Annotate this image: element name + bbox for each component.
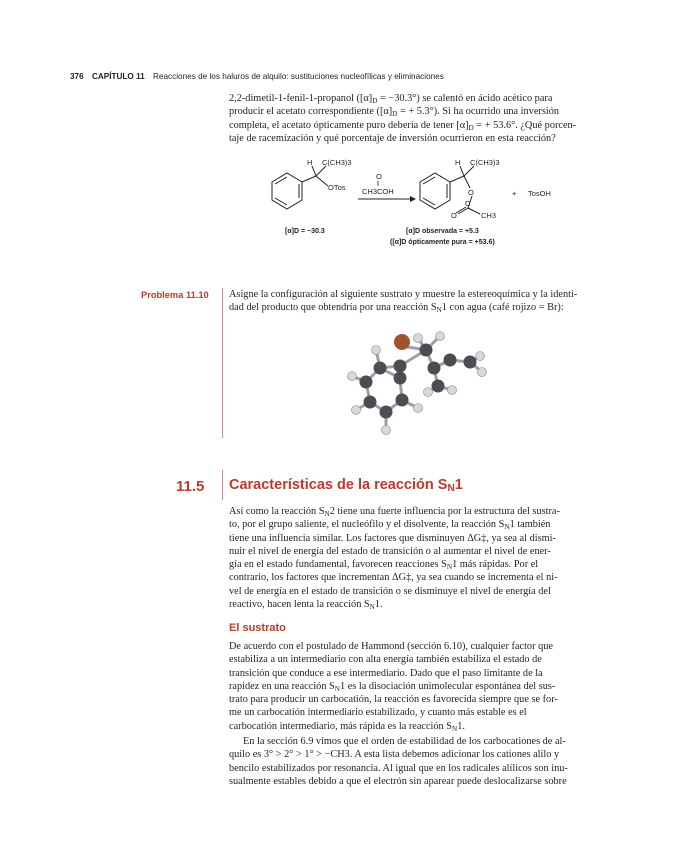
reaction-scheme [250, 152, 610, 252]
text-line: carbocatión intermediario, más rápida es la reacción $S_N1$. [229, 720, 465, 733]
text-line: sualmente estables debido a que el electrón sin aparear puede deslocalizarse sobre [229, 775, 567, 787]
text-line: contrario, los factores que incrementan ΔG‡, ya sea cuando se incrementa el ni- [229, 572, 558, 584]
methyl-label: CH3 [481, 211, 497, 220]
carbonyl-carbon: C [465, 199, 471, 208]
text-line: gía en el estado fundamental, favorecen reacciones $S_N1$ más rápidas. Por el [229, 559, 539, 572]
h-atom-right: H [455, 158, 461, 167]
problem-rule [222, 288, 223, 438]
plus-sign: + [512, 189, 517, 198]
rotation-pure: ([α]D ópticamente pura = +53.6) [390, 239, 495, 246]
h-atom-left: H [307, 158, 313, 167]
running-header [70, 72, 444, 81]
reagent-label: CH3COH [362, 187, 394, 196]
page-number: 376 [70, 72, 84, 81]
text-line: rapidez en una reacción $S_N1$ es la disociación unimolecular espontánea del sus- [229, 680, 556, 693]
text-line: transición que conduce a ese intermediario. Dado que el paso limitante de la [229, 667, 543, 679]
intro-paragraph: 2,2-dimetil-1-fenil-1-propanol $([\alpha]_D = -30.3^\circ)$ se calentó en ácido acético para producir el acetato correspondiente ($[\alpha]_D$ = + 5.3°). Si ha ocurrido una inversión completa, el acetato ópticamente puro debería de tener $[\alpha]_D$ = + 53.6°. ¿Qué porcen- taje de racemización y qué porcentaje de inversión ocurrieron en esta reacción? [229, 93, 577, 144]
text-line: En la sección 6.9 vimos que el orden de estabilidad de los carbocationes de al- [243, 736, 566, 747]
ester-oxygen: O [468, 188, 474, 197]
reagent-carbonyl-o: O [376, 172, 382, 181]
tbu-left: C(CH3)3 [322, 158, 352, 167]
text-line: to, por el grupo saliente, el nucleófilo y el disolvente, la reacción $S_N1$ también [229, 519, 551, 532]
benzene-ring-left [272, 166, 328, 209]
carbocation-paragraph [229, 735, 598, 788]
otos-label: OTos [328, 183, 346, 192]
rotation-observed: [α]D observada = +5.3 [406, 228, 479, 235]
substrate-paragraph [229, 640, 598, 733]
text-line: reactivo, hacen lenta la reacción $S_N1$. [229, 599, 383, 612]
tbu-right: C(CH3)3 [470, 158, 500, 167]
section-rule [222, 470, 223, 500]
text-line: Así como la reacción $S_N2$ tiene una fuerte influencia por la estructura del sustra- [229, 506, 560, 518]
problem-text: Asigne la configuración al siguiente sustrato y muestre la estereoquímica y la identi- dad del producto que obtendría por una reacción $S_N1$ con agua (café rojizo = Br): [229, 289, 578, 315]
bromine-atom [394, 334, 410, 350]
text-line: De acuerdo con el postulado de Hammond (sección 6.10), cualquier factor que [229, 641, 553, 652]
text-line: tiene una influencia similar. Los factores que disminuyen ΔG‡, ya sea al dismi- [229, 532, 556, 544]
molecule-model [330, 318, 520, 448]
section-number: 11.5 [176, 478, 205, 495]
section-title: Características de la reacción $S_N1$ [229, 477, 463, 494]
problem-label: Problema 11.10 [141, 290, 209, 300]
text-line: vel de energía en el estado de transición o se disminuye el nivel de energía del [229, 585, 551, 597]
text-line: trato para producir un carbocatión, la reacción es favorecida siempre que se for- [229, 694, 558, 706]
text-line: nuir el nivel de energía del estado de transición o al aumentar el nivel de ener- [229, 545, 551, 557]
subsection-title: El sustrato [229, 622, 286, 634]
text-line: quilo es 3° > 2° > 1° > −CH3. A esta lista debemos adicionar los cationes alilo y [229, 749, 560, 761]
text-line: bencilo estabilizados por resonancia. Al igual que en los radicales alílicos son inu- [229, 762, 568, 774]
text-line: estabiliza a un intermediario con alta energía también estabiliza el estado de [229, 654, 542, 666]
chapter-title: Reacciones de los haluros de alquilo: sustituciones nucleofílicas y eliminaciones [153, 72, 444, 81]
section-body [229, 505, 598, 611]
tosoh-label: TosOH [528, 189, 551, 198]
text-line: me un carbocatión intermediario estabilizado, y cuanto más estable es el [229, 707, 527, 719]
chapter-label: CAPÍTULO 11 [91, 72, 145, 81]
rotation-left: [α]D = −30.3 [285, 228, 325, 235]
carbonyl-oxygen: O [451, 211, 457, 220]
